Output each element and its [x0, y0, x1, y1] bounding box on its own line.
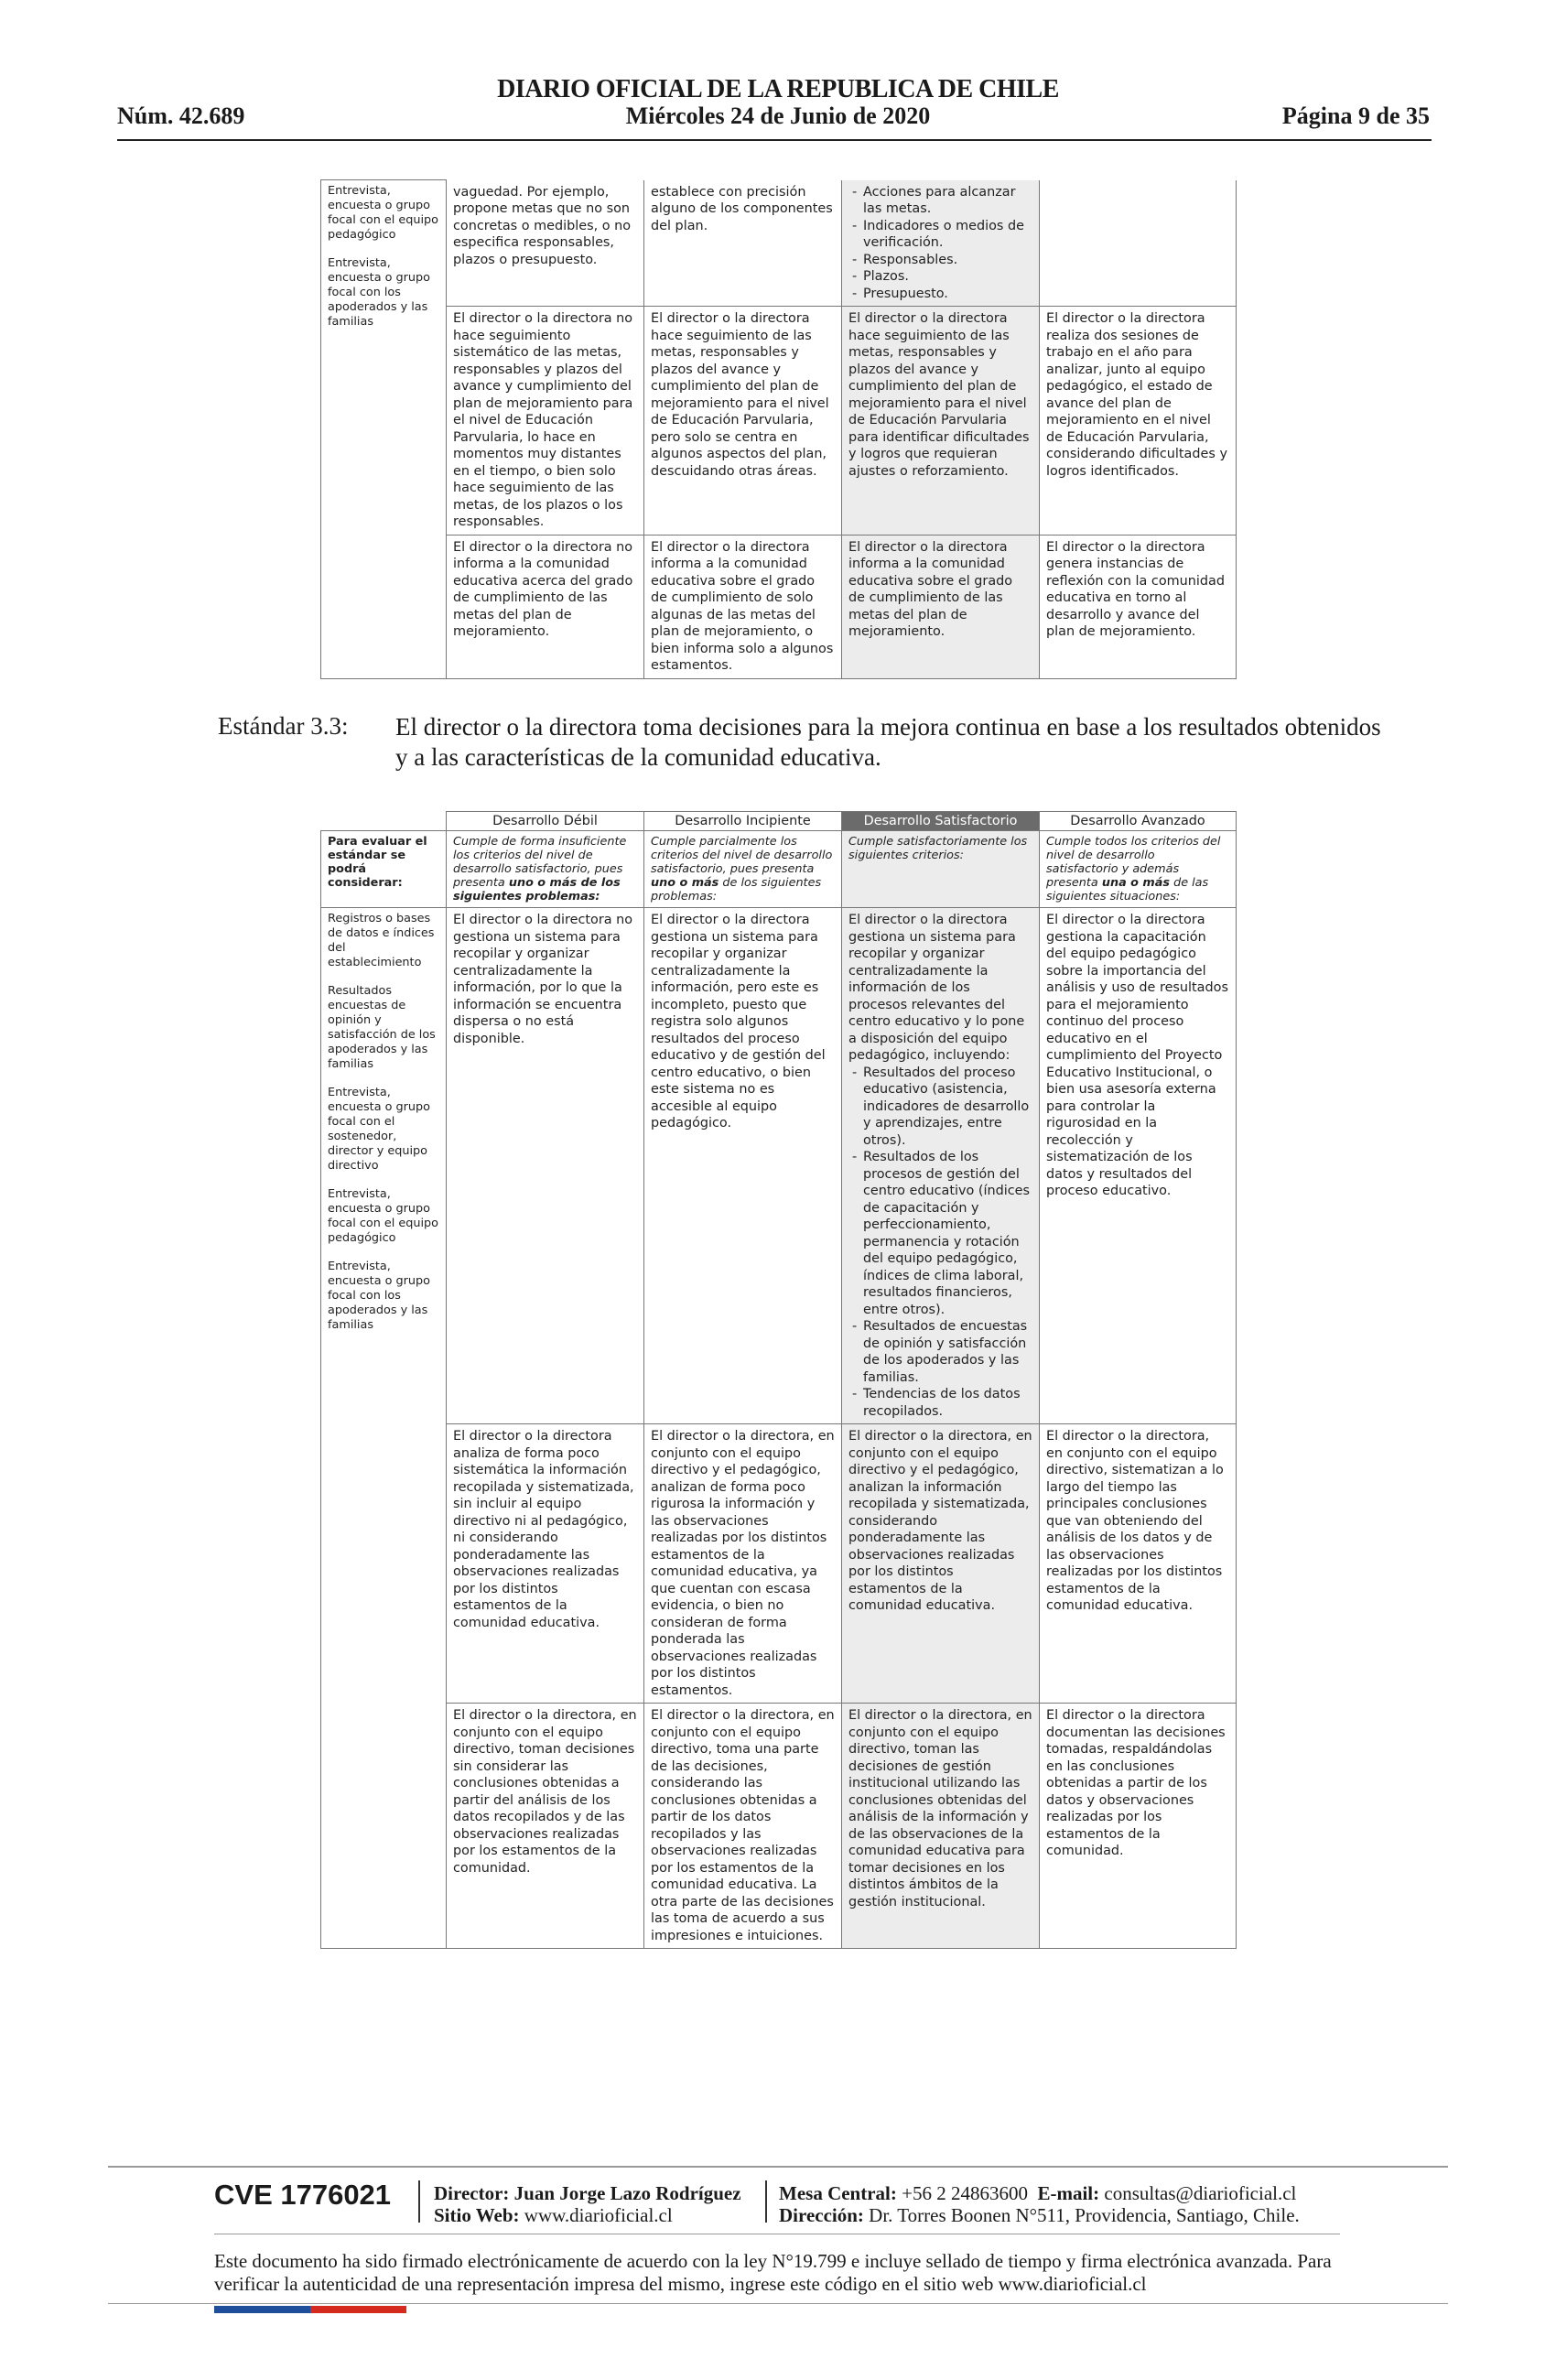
cell-avanzado: El director o la directora documentan las decisiones tomadas, respaldándolas en las conclusiones obtenidas a partir de los datos y observaciones realizadas por los estamentos de la comunidad. — [1040, 1704, 1237, 1949]
table-row — [321, 180, 1237, 307]
list-item: - Presupuesto. — [848, 286, 1032, 303]
issue-date: Miércoles 24 de Junio de 2020 — [625, 103, 931, 129]
legal-notice: Este documento ha sido firmado electrónicamente de acuerdo con la ley N°19.799 e incluye sellado de tiempo y firma electrónica avanzada. Para verificar la autenticidad de una representación impresa del mismo, ingrese este código en el sitio web www.diarioficial.cl — [214, 2250, 1332, 2295]
criteria-emphasis: uno o más — [651, 876, 719, 890]
list-item: - Acciones para alcanzar las metas. — [848, 184, 1032, 218]
table-row — [321, 535, 1237, 678]
header-debil: Desarrollo Débil — [447, 812, 644, 831]
footer-divider — [108, 2166, 1448, 2168]
address-label: Dirección: — [779, 2204, 864, 2226]
evidence-item: Entrevista, encuesta o grupo focal con el equipo pedagógico — [328, 184, 438, 242]
cell-incipiente: El director o la directora gestiona un sistema para recopilar y organizar centralizadamente la información, pero este es incompleto, puesto que registra solo algunos resultados del proceso educativo y de gestión del centro educativo, o bien este sistema no es accesible al equipo pedagógico. — [644, 908, 842, 1424]
table-row — [321, 1424, 1237, 1704]
evidence-item: Entrevista, encuesta o grupo focal con el equipo pedagógico — [328, 1187, 438, 1245]
table-row — [321, 307, 1237, 536]
cell-satisfactorio: El director o la directora, en conjunto con el equipo directivo, toman las decisiones de gestión institucional utilizando las conclusiones obtenidas del análisis de la información y de las observaciones de la comunidad educativa para tomar decisiones en los distintos ámbitos de la gestión institucional. — [842, 1704, 1040, 1949]
cell-avanzado: El director o la directora gestiona la capacitación del equipo pedagógico sobre la importancia del análisis y uso de resultados para el mejoramiento continuo del proceso educativo en el cumplimiento del Proyecto Educativo Institucional, o bien usa asesoría externa para controlar la rigurosidad en la recolección y sistematización de los datos y resultados del proceso educativo. — [1040, 908, 1237, 1424]
criteria-text: Cumple de forma insuficiente los criterios del nivel de desarrollo satisfactorio, pues presenta — [453, 835, 627, 890]
flag-blue-segment — [214, 2306, 310, 2313]
address-text: Dr. Torres Boonen N°511, Providencia, Santiago, Chile. — [869, 2204, 1300, 2226]
standard-3-3-table — [320, 811, 1237, 1949]
director-label: Director: — [434, 2182, 510, 2204]
email-link[interactable]: consultas@diarioficial.cl — [1104, 2182, 1297, 2204]
standard-3-2-table-continuation — [320, 179, 1237, 679]
phone-label: Mesa Central: — [779, 2182, 897, 2204]
cell-incipiente: El director o la directora, en conjunto con el equipo directivo y el pedagógico, analizan de forma poco rigurosa la información y las observaciones realizadas por los distintos estamentos de la comunidad educativa, ya que cuentan con escasa evidencia, o bien no consideran de forma ponderada las observaciones realizadas por los distintos estamentos. — [644, 1424, 842, 1704]
cell-avanzado: El director o la directora realiza dos sesiones de trabajo en el año para analizar, junto al equipo pedagógico, el estado de avance del plan de mejoramiento en el nivel de Educación Parvularia, considerando dificultades y logros identificados. — [1040, 307, 1237, 536]
criteria-incipiente — [644, 831, 842, 908]
cell-satisfactorio — [842, 908, 1040, 1424]
evidence-cell — [321, 908, 447, 1949]
issue-number: Núm. 42.689 — [117, 103, 245, 129]
list-item: - Resultados del proceso educativo (asistencia, indicadores de desarrollo y aprendizajes, entre otros). — [848, 1065, 1032, 1150]
cell-satisfactorio: El director o la directora informa a la comunidad educativa sobre el grado de cumplimiento de las metas del plan de mejoramiento. — [842, 535, 1040, 678]
evidence-cell — [321, 180, 447, 679]
contact-line — [779, 2182, 1296, 2205]
header-satisfactorio: Desarrollo Satisfactorio — [842, 812, 1040, 831]
website-label: Sitio Web: — [434, 2204, 520, 2226]
criteria-debil — [447, 831, 644, 908]
cell-satisfactorio: El director o la directora, en conjunto con el equipo directivo y el pedagógico, analizan la información recopilada y sistematizada, considerando ponderadamente las observaciones realizadas por los distintos estamentos de la comunidad educativa. — [842, 1424, 1040, 1704]
list-item: - Resultados de encuestas de opinión y satisfacción de los apoderados y las familias. — [848, 1318, 1032, 1386]
address-line — [779, 2204, 1300, 2227]
cell-intro: El director o la directora gestiona un sistema para recopilar y organizar centralizadamente la información de los procesos relevantes del centro educativo y lo pone a disposición del equipo pedagógico, incluyendo: — [848, 913, 1025, 1063]
criteria-emphasis: uno o más de los siguientes problemas: — [453, 876, 621, 903]
newspaper-title: DIARIO OFICIAL DE LA REPUBLICA DE CHILE — [497, 75, 1059, 103]
standard-text: El director o la directora toma decisiones para la mejora continua en base a los resultados obtenidos y a las características de la comunidad educativa. — [395, 713, 1381, 771]
criteria-text: Cumple todos los criterios del nivel de desarrollo satisfactorio y además presenta — [1046, 835, 1221, 890]
cell-satisfactorio: El director o la directora hace seguimiento de las metas, responsables y plazos del avance y cumplimiento del plan de mejoramiento para el nivel de Educación Parvularia para identificar dificultades y logros que requieran ajustes o reforzamiento. — [842, 307, 1040, 536]
evidence-item: Entrevista, encuesta o grupo focal con los apoderados y las familias — [328, 256, 430, 329]
table-row — [321, 1704, 1237, 1949]
phone-number: +56 2 24863600 — [902, 2182, 1028, 2204]
list-item: - Tendencias de los datos recopilados. — [848, 1386, 1032, 1420]
director-name: Juan Jorge Lazo Rodríguez — [513, 2182, 741, 2204]
evaluation-header: Para evaluar el estándar se podrá considerar: — [321, 831, 447, 908]
evidence-item: Registros o bases de datos e índices del establecimiento — [328, 912, 435, 969]
standard-label: Estándar 3.3: — [218, 712, 349, 740]
cell-debil: El director o la directora no hace seguimiento sistemático de las metas, responsables y plazos del avance y cumplimiento del plan de mejoramiento para el nivel de Educación Parvularia, lo hace en momentos muy distantes en el tiempo, o bien solo hace seguimiento de las metas, de los plazos o los responsables. — [447, 307, 644, 536]
cell-satisfactorio — [842, 180, 1040, 307]
header-divider — [117, 139, 1432, 141]
cell-incipiente: El director o la directora informa a la comunidad educativa sobre el grado de cumplimiento de solo algunas de las metas del plan de mejoramiento, o bien informa solo a algunos estamentos. — [644, 535, 842, 678]
cell-debil: El director o la directora, en conjunto con el equipo directivo, toman decisiones sin considerar las conclusiones obtenidas a partir del análisis de los datos recopilados y de las observaciones realizadas por los estamentos de la comunidad. — [447, 1704, 644, 1949]
flag-red-segment — [310, 2306, 406, 2313]
evidence-item: Resultados encuestas de opinión y satisfacción de los apoderados y las familias — [328, 984, 436, 1071]
page-number: Página 9 de 35 — [1281, 103, 1430, 129]
footer-separator — [418, 2180, 420, 2223]
criteria-emphasis: una o más — [1101, 876, 1170, 890]
empty-header-cell — [321, 812, 447, 831]
cell-avanzado: El director o la directora, en conjunto con el equipo directivo, sistematizan a lo largo del tiempo las principales conclusiones que van obteniendo del análisis de los datos y de las observaciones realizadas por los distintos estamentos de la comunidad educativa. — [1040, 1424, 1237, 1704]
criteria-list — [848, 1065, 1032, 1421]
flag-stripe — [214, 2306, 406, 2313]
header-avanzado: Desarrollo Avanzado — [1040, 812, 1237, 831]
criteria-text: Cumple parcialmente los criterios del nivel de desarrollo satisfactorio, pues presenta — [651, 835, 833, 876]
evidence-item: Entrevista, encuesta o grupo focal con los apoderados y las familias — [328, 1260, 430, 1332]
evidence-item: Entrevista, encuesta o grupo focal con el sostenedor, director y equipo directivo — [328, 1086, 430, 1173]
cell-debil: El director o la directora no gestiona un sistema para recopilar y organizar centralizadamente la información, por lo que la información se encuentra dispersa o no está disponible. — [447, 908, 644, 1424]
header-row — [321, 812, 1237, 831]
email-label: E-mail: — [1037, 2182, 1100, 2204]
criteria-satisfactorio: Cumple satisfactoriamente los siguientes criterios: — [842, 831, 1040, 908]
cell-incipiente: El director o la directora hace seguimiento de las metas, responsables y plazos del avance y cumplimiento del plan de mejoramiento para el nivel de Educación Parvularia, pero solo se centra en algunos aspectos del plan, descuidando otras áreas. — [644, 307, 842, 536]
list-item: - Resultados de los procesos de gestión del centro educativo (índices de capacitación y perfeccionamiento, permanencia y rotación del equipo pedagógico, índices de clima laboral, resultados financieros, entre otros). — [848, 1149, 1032, 1318]
cell-incipiente: establece con precisión alguno de los componentes del plan. — [644, 180, 842, 307]
list-item: - Responsables. — [848, 252, 1032, 269]
cell-debil: El director o la directora no informa a la comunidad educativa acerca del grado de cumplimiento de las metas del plan de mejoramiento. — [447, 535, 644, 678]
criteria-avanzado — [1040, 831, 1237, 908]
criteria-text: de los siguientes problemas: — [651, 876, 822, 903]
website-line — [434, 2204, 673, 2227]
cell-incipiente: El director o la directora, en conjunto con el equipo directivo, toma una parte de las decisiones, considerando las conclusiones obtenidas a partir de los datos recopilados y las observaciones realizadas por los estamentos de la comunidad educativa. La otra parte de las decisiones las toma de acuerdo a sus impresiones e intuiciones. — [644, 1704, 842, 1949]
list-item: - Indicadores o medios de verificación. — [848, 218, 1032, 252]
footer-separator — [765, 2180, 767, 2223]
director-line — [434, 2182, 741, 2205]
cell-avanzado: El director o la directora genera instancias de reflexión con la comunidad educativa en torno al desarrollo y avance del plan de mejoramiento. — [1040, 535, 1237, 678]
criteria-text: de las siguientes situaciones: — [1046, 876, 1209, 903]
criteria-row — [321, 831, 1237, 908]
footer-bottom-divider — [108, 2303, 1448, 2304]
header-incipiente: Desarrollo Incipiente — [644, 812, 842, 831]
cell-avanzado — [1040, 180, 1237, 307]
criteria-list — [848, 184, 1032, 303]
list-item: - Plazos. — [848, 268, 1032, 286]
cell-debil: vaguedad. Por ejemplo, propone metas que no son concretas o medibles, o no especifica responsables, plazos o presupuesto. — [447, 180, 644, 307]
cve-code: CVE 1776021 — [214, 2179, 392, 2211]
cell-debil: El director o la directora analiza de forma poco sistemática la información recopilada y sistematizada, sin incluir al equipo directivo ni al pedagógico, ni considerando ponderadamente las observaciones realizadas por los distintos estamentos de la comunidad educativa. — [447, 1424, 644, 1704]
website-link[interactable]: www.diarioficial.cl — [524, 2204, 673, 2226]
table-row — [321, 908, 1237, 1424]
